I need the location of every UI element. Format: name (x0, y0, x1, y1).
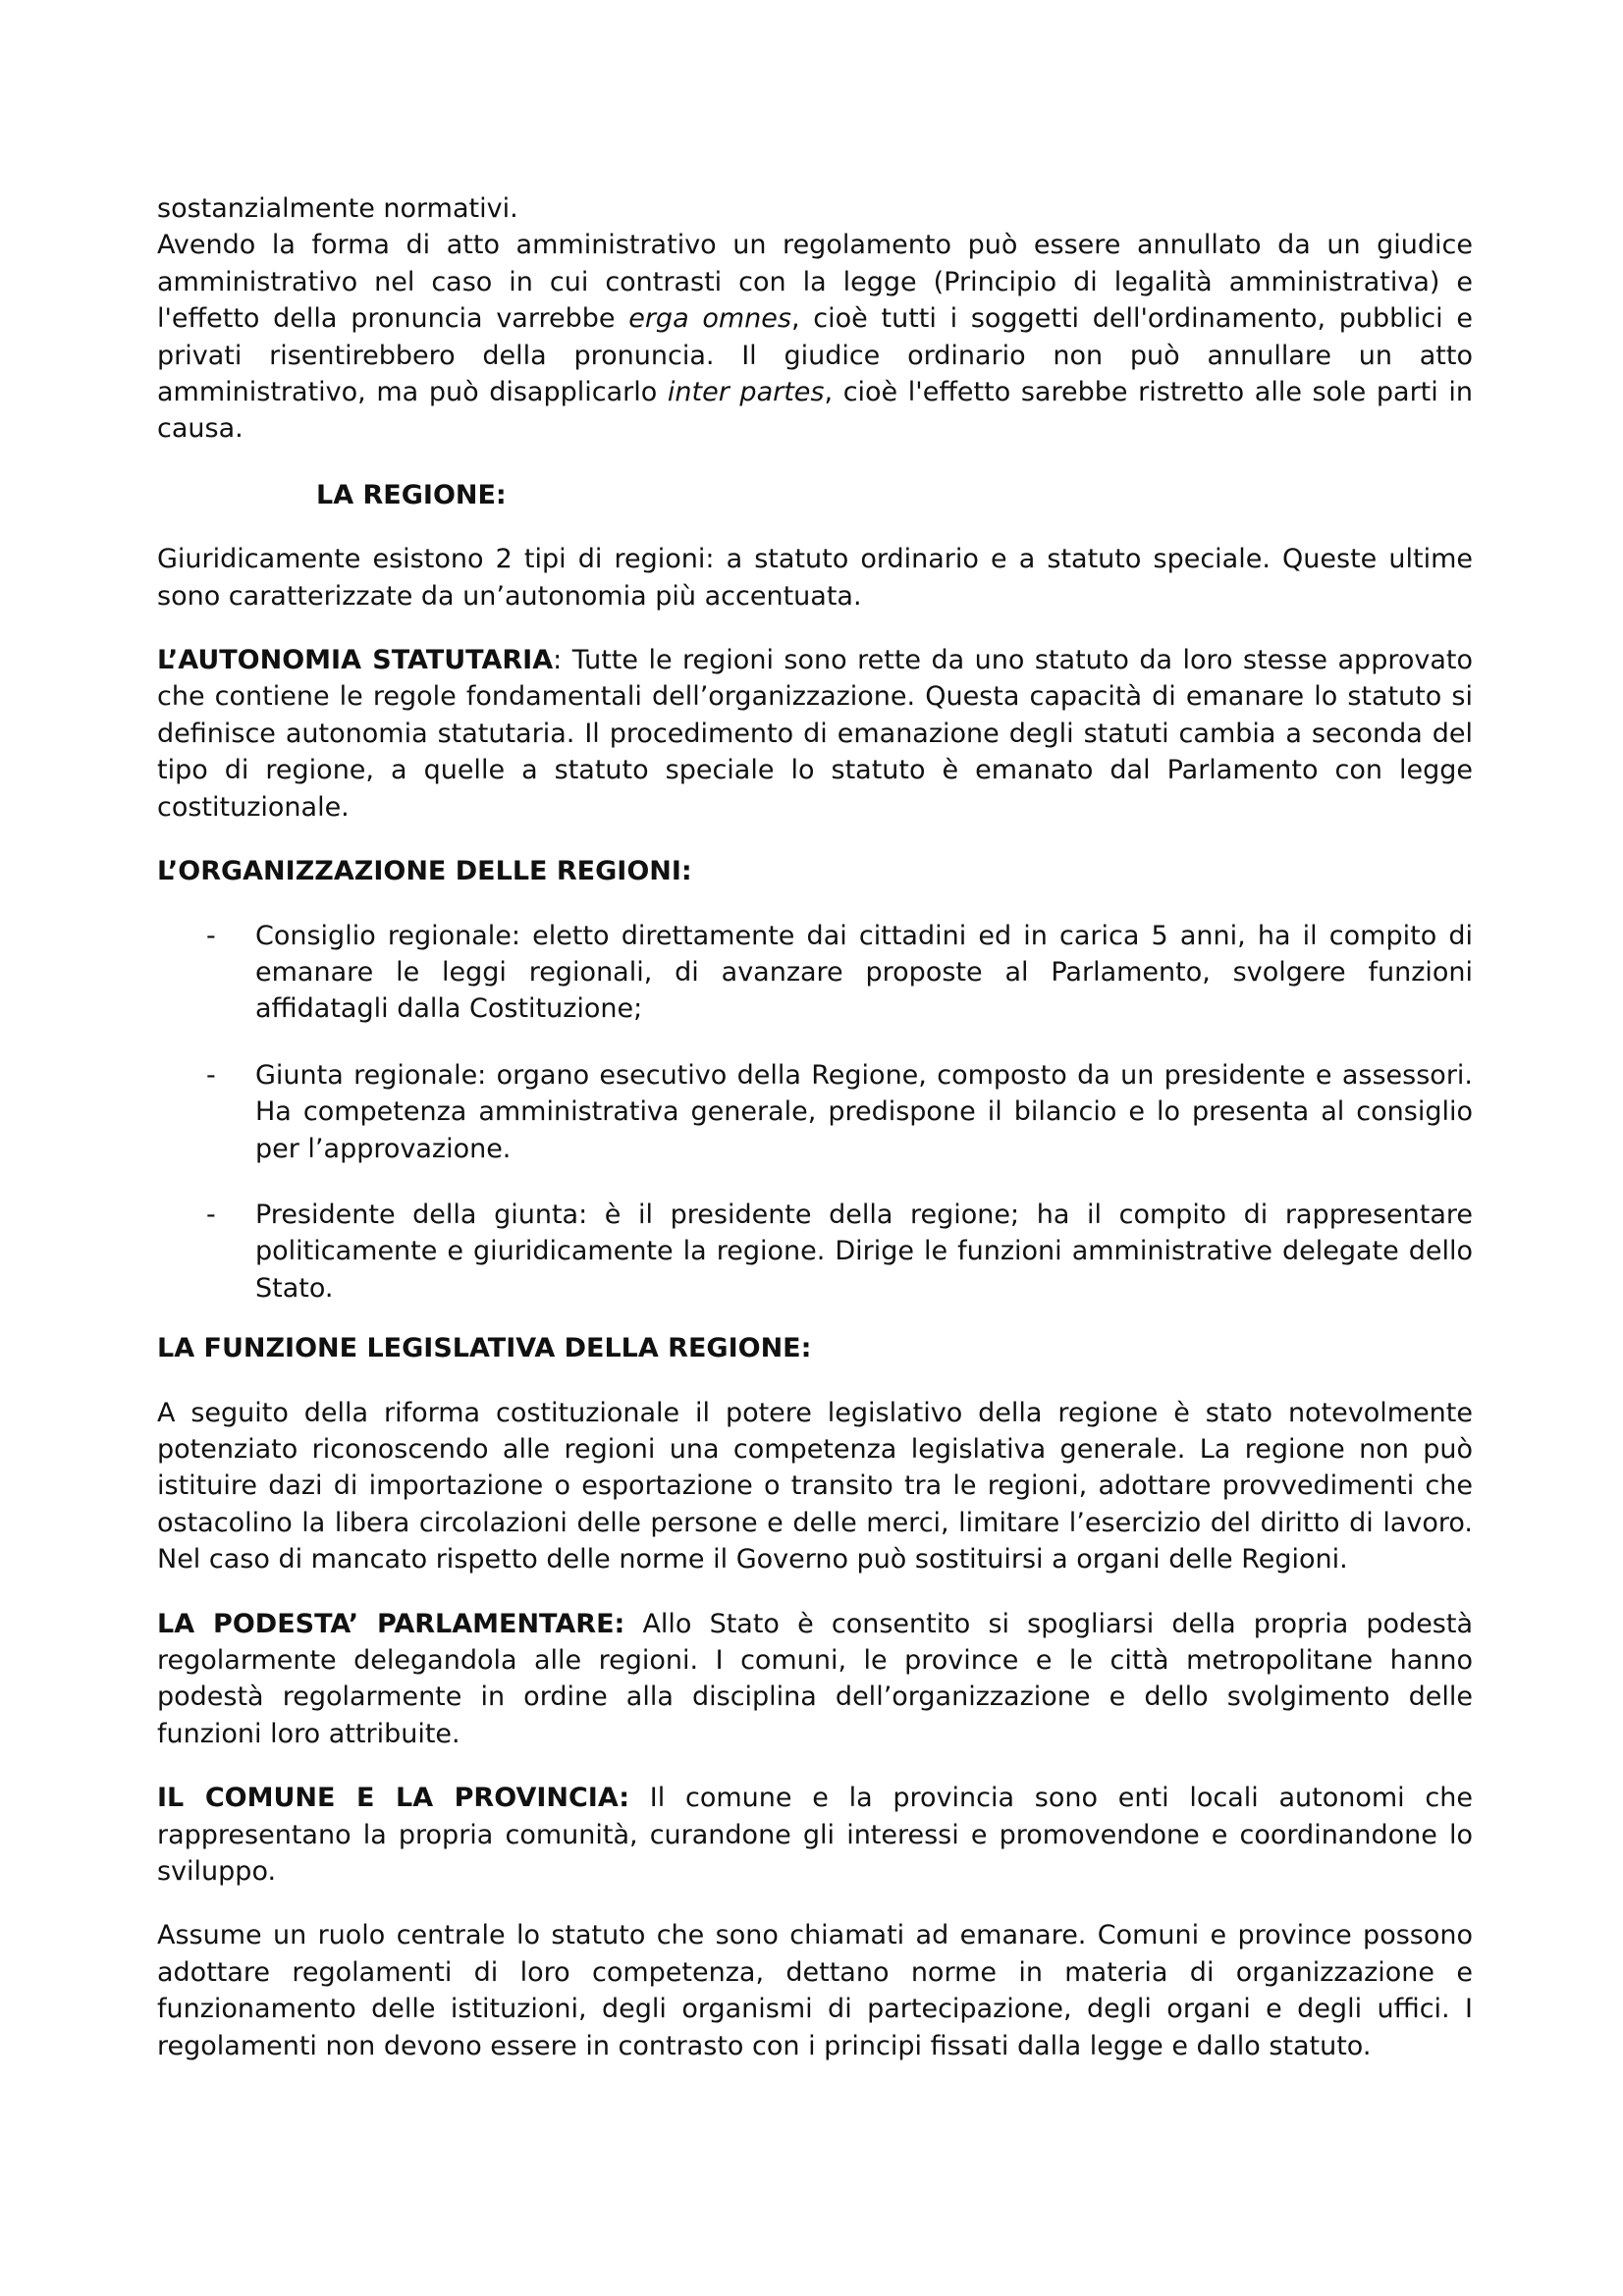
list-item-text: Presidente della giunta: è il presidente della regione; ha il compito di rappresentare politicamente e giuridicamente la regione. Dirige le funzioni amministrative delegate dello Stato. (255, 1199, 1473, 1304)
podesta-text: Allo Stato è consentito si spogliarsi della propria podestà regolarmente delegandola alle regioni. I comuni, le province e le città metropolitane hanno podestà regolarmente in ordine alla disciplina dell’organizzazione e dello svolgimento delle funzioni loro attribuite. (157, 1608, 1473, 1749)
section-title-regione: LA REGIONE: (316, 479, 507, 510)
intro-text-b: , cioè tutti i soggetti dell'ordinamento, pubblici e privati risentirebbero della pronuncia. Il giudice ordinario non può annullare un atto amministrativo, ma può disapplicarlo (157, 303, 1473, 408)
autonomia-heading: L’AUTONOMIA STATUTARIA (157, 645, 554, 676)
erga-omnes-term: erga omnes (628, 303, 791, 335)
list-item (157, 1197, 1473, 1307)
autonomia-paragraph (157, 642, 1473, 826)
regione-paragraph: Giuridicamente esistono 2 tipi di regioni: a statuto ordinario e a statuto speciale. Queste ultime sono caratterizzate da un’autonomia più accentuata. (157, 544, 1473, 612)
comune-paragraph (157, 1780, 1473, 1890)
funzione-paragraph: A seguito della riforma costituzionale il potere legislativo della regione è stato notevolmente potenziato riconoscendo alle regioni una competenza legislativa generale. La regione non può istituire dazi di importazione o esportazione o transito tra le regioni, adottare provvedimenti che ostacolino la libera circolazioni delle persone e delle merci, limitare l’esercizio del diritto di lavoro. Nel caso di mancato rispetto delle norme il Governo può sostituirsi a organi delle Regioni. (157, 1397, 1473, 1575)
intro-text-c: , cioè l'effetto sarebbe ristretto alle sole parti in causa. (157, 377, 1473, 445)
page-body (157, 190, 1473, 2064)
podesta-paragraph (157, 1606, 1473, 1753)
comune-text: Il comune e la provincia sono enti locali autonomi che rappresentano la propria comunità, curandone gli interessi e promovendone e coordinandone lo sviluppo. (157, 1783, 1473, 1888)
list-item (157, 1057, 1473, 1167)
bullet-dash: - (206, 1199, 216, 1230)
inter-partes-term: inter partes (667, 377, 825, 408)
autonomia-text: : Tutte le regioni sono rette da uno statuto da loro stesse approvato che contiene le regole fondamentali dell’organizzazione. Questa capacità di emanare lo statuto si definisce autonomia statutaria. Il procedimento di emanazione degli statuti cambia a seconda del tipo di regione, a quelle a statuto speciale lo statuto è emanato dal Parlamento con legge costituzionale. (157, 645, 1473, 823)
list-item (157, 918, 1473, 1028)
section-title-funzione: LA FUNZIONE LEGISLATIVA DELLA REGIONE: (157, 1333, 812, 1364)
organizzazione-list (157, 918, 1473, 1308)
intro-paragraph (157, 227, 1473, 447)
intro-line: sostanzialmente normativi. (157, 193, 518, 224)
section-title-organizzazione: L’ORGANIZZAZIONE DELLE REGIONI: (157, 856, 692, 887)
intro-text-a: Avendo la forma di atto amministrativo un regolamento può essere annullato da un giudice amministrativo nel caso in cui contrasti con la legge (Principio di legalità amministrativa) e l'effetto della pronuncia varrebbe (157, 230, 1473, 335)
statuto-paragraph: Assume un ruolo centrale lo statuto che sono chiamati ad emanare. Comuni e province possono adottare regolamenti di loro competenza, dettano norme in materia di organizzazione e funzionamento delle istituzioni, degli organismi di partecipazione, degli organi e degli uffici. I regolamenti non devono essere in contrasto con i principi fissati dalla legge e dallo statuto. (157, 1920, 1473, 2061)
podesta-heading: LA PODESTA’ PARLAMENTARE: (157, 1608, 625, 1639)
comune-heading: IL COMUNE E LA PROVINCIA: (157, 1783, 630, 1814)
bullet-dash: - (206, 1059, 216, 1091)
list-item-text: Consiglio regionale: eletto direttamente dai cittadini ed in carica 5 anni, ha il compito di emanare le leggi regionali, di avanzare proposte al Parlamento, svolgere funzioni affidatagli dalla Costituzione; (255, 920, 1473, 1025)
bullet-dash: - (206, 920, 216, 951)
list-item-text: Giunta regionale: organo esecutivo della Regione, composto da un presidente e assessori. Ha competenza amministrativa generale, predispone il bilancio e lo presenta al consiglio per l’approvazione. (255, 1059, 1473, 1164)
